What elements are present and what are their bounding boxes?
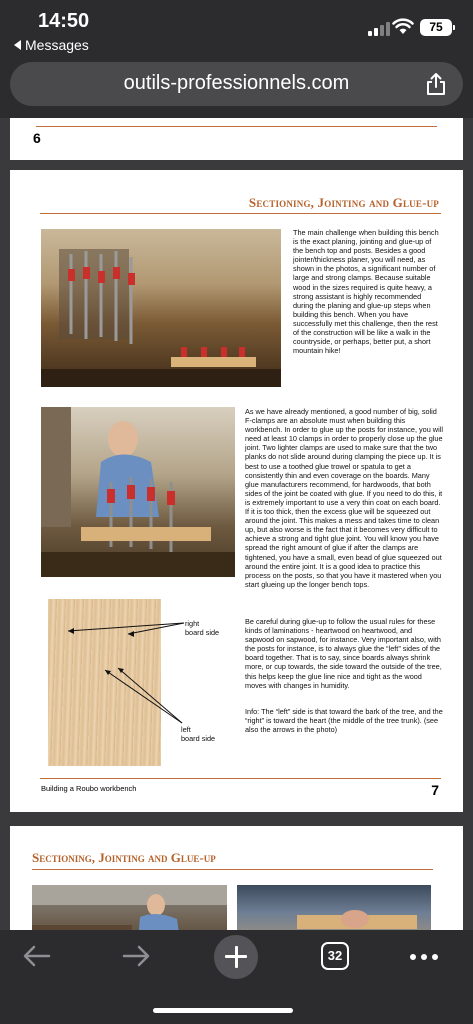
clamps-paragraph: As we have already mentioned, a good number of big, solid F-clamps are an absolute must when building this workbench. In order to glue up the posts for instance, you will need at least 10 clamps in order to properly close up the glue joint. Two lighter clamps are used to make sure that the two planks do not slide around during clamping the piece up. It is best to use a toothed glue trowel or spatula to get a consistently thin and even coverage on the boards. Many glue manufacturers recommend, for hardwoods, that both sides of the joint be coated with glue. If you need to do this, it is extremely important to use a very thin coat on each board. If it is too thick, then the excess glue will be squeezed out around the joint. This makes a mess and takes time to clean up, but also worse is the fact that it becomes very difficult to achieve a strong and tight glue joint. You will know you have spread the right amount of glue if after the clamps are tightened, you have a small, even bead of glue squeezed out around the entire joint. It is a good idea to practice this process on the posts, so that you have it mastered when you start glueing up the longer bench tops. [245,407,443,589]
status-bar [0,0,473,60]
info-paragraph: Info: The “left” side is that toward the bark of the tree, and the “right” is toward the heart (the middle of the tree trunk). (see also the arrows in the photo) [245,707,443,735]
battery-indicator: 75 [420,19,452,36]
workshop-clamps-photo [41,229,281,387]
workshop-machine-photo [32,885,227,930]
section-heading: Sectioning, Jointing and Glue-up [32,850,216,865]
label-line: left [181,725,191,734]
footer-book-title: Building a Roubo workbench [41,784,137,793]
back-arrow-icon [14,40,21,50]
divider [32,869,433,870]
address-bar-area [0,60,473,118]
share-icon[interactable] [423,71,449,97]
web-content[interactable] [0,118,473,930]
more-menu-icon[interactable] [410,954,438,960]
divider [36,126,437,127]
label-line: board side [185,628,220,637]
label-line: right [185,619,200,628]
tab-switcher-button[interactable]: 32 [321,942,349,970]
browser-toolbar [0,930,473,1024]
next-page [10,826,463,930]
url-text[interactable]: outils-professionnels.com [123,72,350,94]
section-heading: Sectioning, Jointing and Glue-up [248,195,439,210]
right-board-side-label [185,619,219,637]
address-bar[interactable] [10,62,463,106]
label-line: board side [181,734,216,743]
clock: 14:50 [38,10,90,32]
left-board-side-label [181,725,215,743]
back-arrow-icon[interactable] [22,944,52,968]
previous-page [10,118,463,160]
home-indicator[interactable] [153,1008,293,1013]
man-with-clamps-photo [41,407,235,577]
forward-arrow-icon[interactable] [121,944,151,968]
new-tab-button[interactable] [214,935,258,979]
footer-divider [40,778,441,779]
page-number: 6 [33,130,41,146]
board-side-arrows [50,615,190,735]
intro-paragraph: The main challenge when building this bench is the exact planing, jointing and glue-up of the bench top and posts. Besides a good jointer/thickness planer, you will need, as shown in the photos, a significant number of large and strong clamps. Because suitable wood in the sizes required is quite heavy, a strong assistant is highly recommended during the planing and glue-up steps when building this bench. When you have successfully met this challenge, then the rest of the construction will be like a walk in the countryside, or perhaps, better put, a short mountain hike! [293,228,439,356]
back-app-label: Messages [25,37,89,53]
current-page [10,170,463,812]
wifi-icon [392,18,414,36]
hands-with-board-photo [237,885,431,930]
back-to-app-link[interactable] [14,37,89,53]
glue-rules-paragraph: Be careful during glue-up to follow the usual rules for these kinds of laminations - heartwood on heartwood, and sapwood on sapwood, for instance. Very important also, with the posts for instance, is to always glue the “left” sides of the board together. That is to say, since boards always shrink more, or cup towards, the side toward the outside of the tree, this helps keep the glue line nice and tight as the wood moves with changes in humidity. [245,617,442,690]
divider [40,213,441,214]
page-number: 7 [431,782,439,798]
cellular-signal-icon [368,22,390,36]
